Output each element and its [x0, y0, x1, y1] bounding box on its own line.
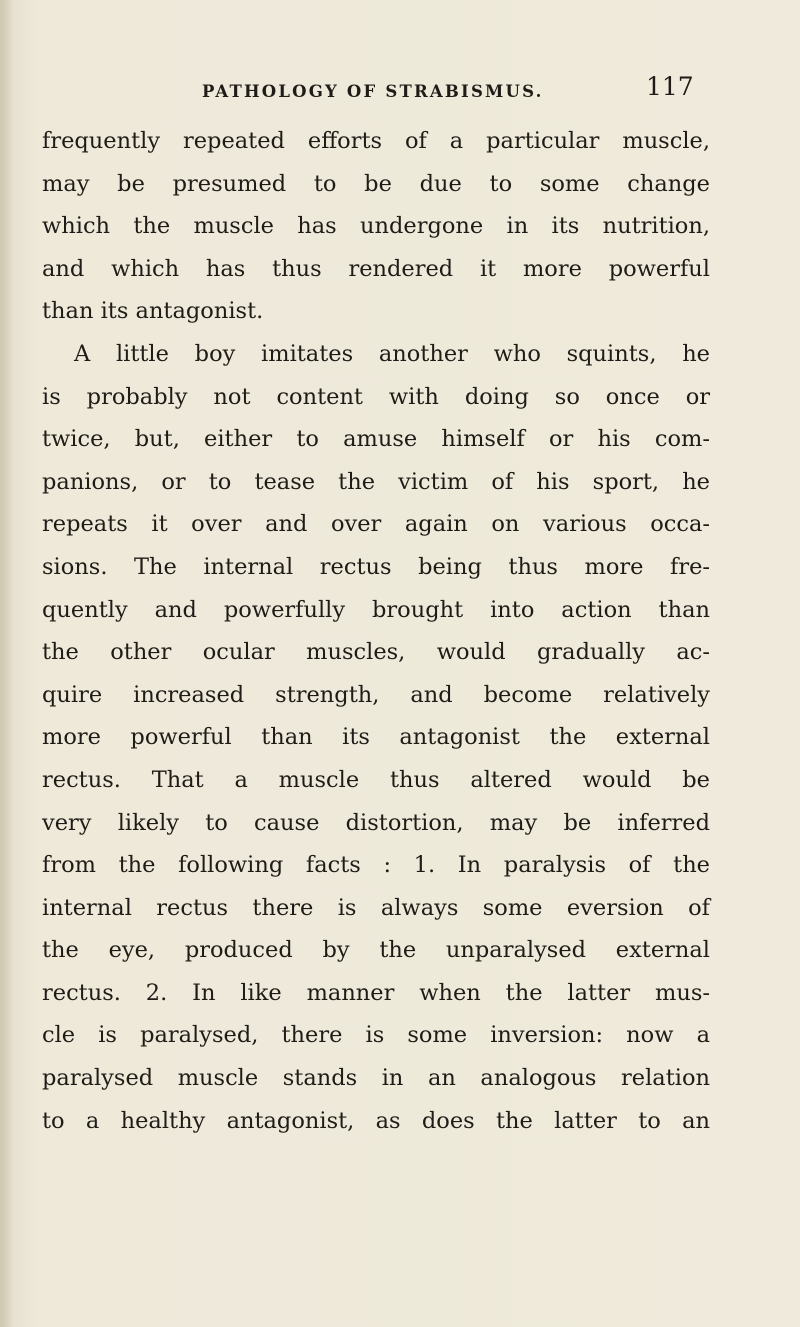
text-line: rectus. 2. In like manner when the latter mus-	[42, 979, 710, 1006]
body-text	[42, 120, 710, 1142]
text-line: frequently repeated efforts of a particular muscle,	[42, 128, 710, 154]
text-line: which the muscle has undergone in its nutrition,	[42, 213, 710, 240]
text-line: and which has thus rendered it more powerful	[42, 255, 710, 282]
text-line: the eye, produced by the unparalysed external	[42, 937, 710, 964]
running-title: PATHOLOGY OF STRABISMUS.	[202, 82, 544, 101]
text-line: sions. The internal rectus being thus more fre-	[42, 553, 710, 580]
paragraph-first-line: A little boy imitates another who squints, he	[74, 340, 710, 367]
text-line: the other ocular muscles, would gradually ac-	[42, 639, 710, 666]
text-line: quently and powerfully brought into action than	[42, 596, 710, 623]
gutter-shadow	[0, 0, 14, 1327]
text-line: panions, or to tease the victim of his sport, he	[42, 468, 710, 495]
text-line: twice, but, either to amuse himself or his com-	[42, 426, 710, 453]
text-line: than its antagonist.	[42, 298, 264, 325]
running-head	[0, 72, 800, 112]
text-line: internal rectus there is always some eversion of	[42, 894, 710, 921]
text-line: paralysed muscle stands in an analogous relation	[42, 1065, 710, 1092]
text-line: rectus. That a muscle thus altered would be	[42, 766, 710, 793]
page-number: 117	[646, 72, 694, 101]
text-line: repeats it over and over again on various occa-	[42, 511, 710, 538]
text-line: may be presumed to be due to some change	[42, 170, 710, 197]
text-line: cle is paralysed, there is some inversion: now a	[42, 1022, 710, 1049]
text-line: quire increased strength, and become relatively	[42, 681, 710, 708]
text-line: to a healthy antagonist, as does the latter to an	[42, 1107, 710, 1134]
text-line: is probably not content with doing so once or	[42, 383, 710, 410]
text-line: more powerful than its antagonist the external	[42, 724, 710, 751]
text-line: very likely to cause distortion, may be inferred	[42, 809, 710, 836]
text-line: from the following facts : 1. In paralysis of the	[42, 852, 710, 879]
